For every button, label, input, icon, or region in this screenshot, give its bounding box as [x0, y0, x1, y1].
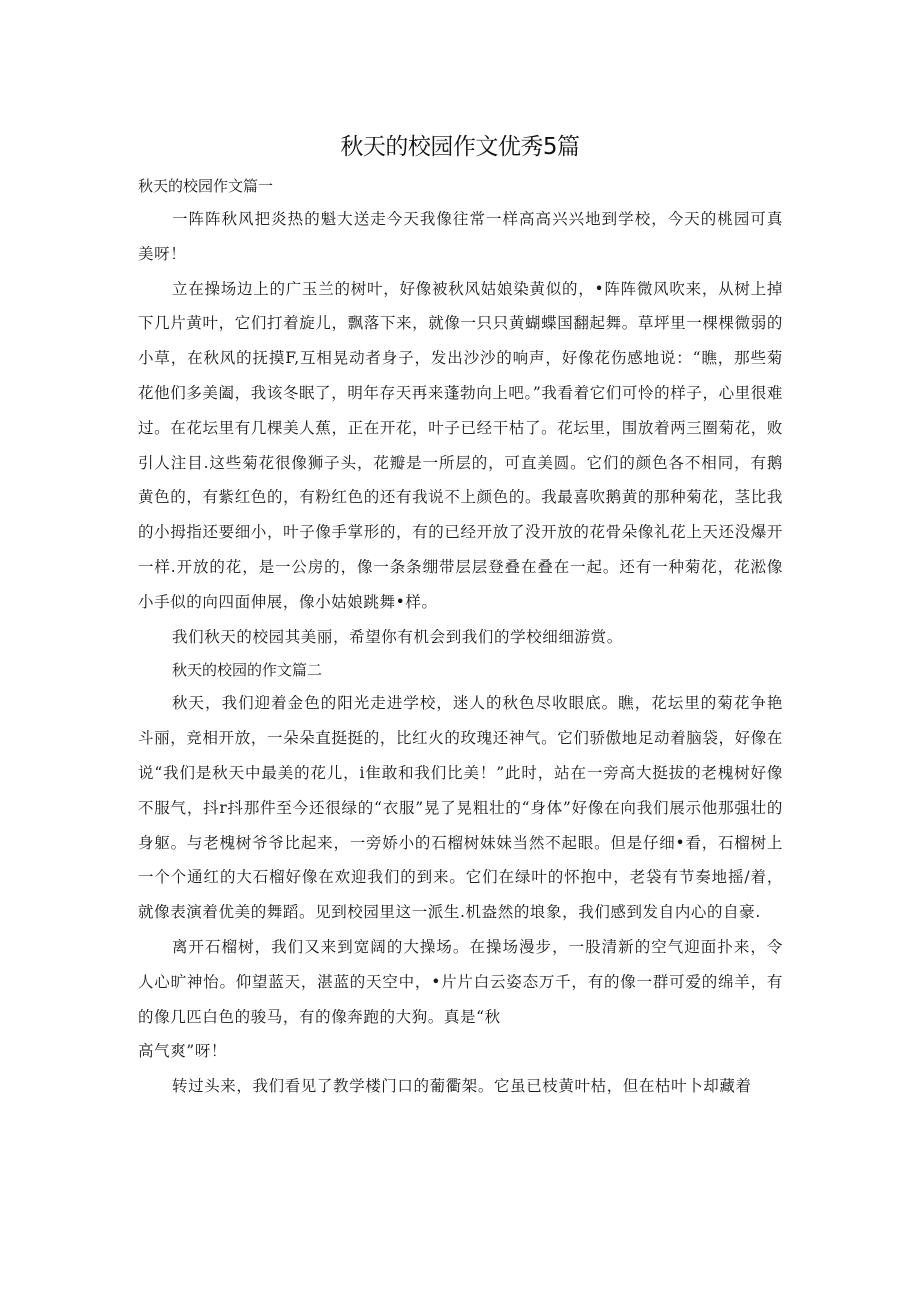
- body-paragraph: 转过头来，我们看见了教学楼门口的葡衢架。它虽已枝黄叶枯，但在枯叶卜却藏着: [172, 1077, 752, 1096]
- body-paragraph: 离开石榴树，我们又来到宽阔的大操场。在操场漫步，一股清新的空气迎面扑来，令人心旷神怡。仰望蓝天，湛蓝的天空中，•片片白云姿态万千，有的像一群可爱的绵羊，有的像几匹白色的骏马，有的像奔跑的大狗。真是“秋: [138, 937, 783, 1026]
- body-paragraph: 立在操场边上的广玉兰的树叶，好像被秋风姑娘染黄似的，•阵阵微风吹来，从树上掉下几片黄叶，它们打着旋儿，飘落下来，就像一只只黄蝴蝶国翻起舞。草坪里一棵棵微弱的小草，在秋风的抚摸F,互相晃动者身子，发出沙沙的响声，好像花伤感地说：“瞧，那些菊花他们多美阖，我该冬眠了，明年存天再来蓬勃向上吧。”我看着它们可怜的样子，心里很难过。在花坛里有几棵美人蕉，正在开花，叶子已经干枯了。花坛里，围放着两三圈菊花，败引人注目.这些菊花很像狮子头，花瓣是一所层的，可直美圆。它们的颜色各不相同，有鹅黄色的，有紫红色的，有粉红色的还有我说不上颜色的。我最喜吹鹅黄的那种菊花，茎比我的小拇指还要细小，叶子像手掌形的，有的已经开放了没开放的花骨朵像礼花上天还没爆开一样.开放的花，是一公房的，像一条条绷带层层登叠在叠在一起。还有一种菊花，花淞像小手似的向四面伸展，像小姑娘跳舞•样。: [138, 279, 783, 611]
- body-paragraph-continuation: 高气爽”呀！: [138, 1042, 228, 1061]
- body-paragraph: 秋天，我们迎着金色的阳光走进学校，迷人的秋色尽收眼底。瞧，花坛里的菊花争艳斗丽，竞相开放，一朵朵直挺挺的，比红火的玫瑰还神气。它们骄傲地足动着脑袋，好像在说“我们是秋天中最美的花儿，i隹敢和我们比美！”此时，站在一旁高大挺拔的老槐树好像不服气，抖r抖那件至今还很绿的“衣服”晃了晃粗壮的“身体”好像在向我们展示他那强壮的身躯。与老槐树爷爷比起来，一旁娇小的石榴树妹妹当然不起眼。但是仔细•看，石榴树上一个个通红的大石榴好像在欢迎我们的到来。它们在绿叶的怀抱中，老袋有节奏地摇/着，就像表演着优美的舞蹈。见到校园里这一派生.机盎然的埌象，我们感到发自内心的自豪.: [138, 694, 783, 922]
- body-paragraph: 一阵阵秋风把炎热的魁大送走今天我像往常一样高高兴兴地到学校，今天的桃园可真美呀！: [138, 210, 783, 263]
- document-title: 秋天的校园作文优秀5篇: [340, 134, 580, 160]
- section-heading-2: 秋天的校园的作文篇二: [172, 661, 323, 680]
- body-paragraph: 我们秋天的校园其美丽，希望你有机会到我们的学校细细游赏。: [172, 627, 623, 646]
- section-heading-1: 秋天的校园作文篇一: [138, 177, 274, 195]
- document-body: [138, 170, 783, 1104]
